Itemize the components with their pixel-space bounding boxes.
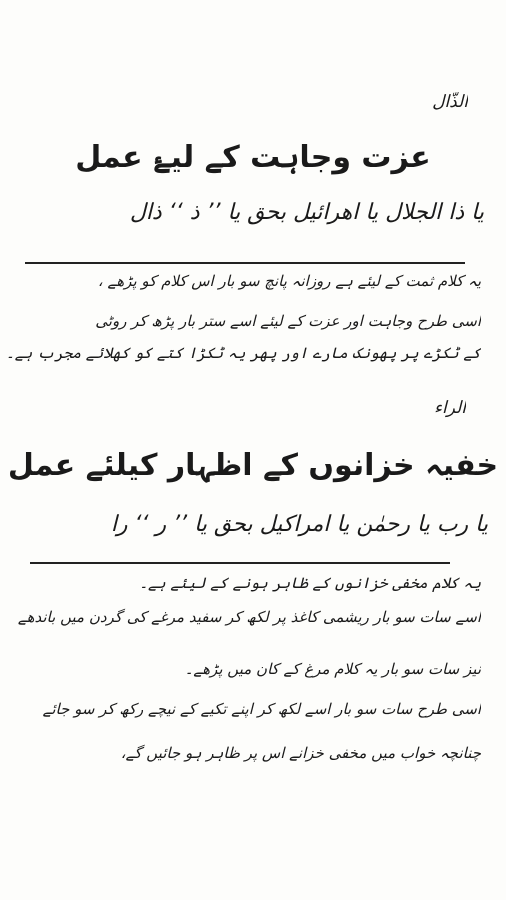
body-line: یہ کلام ثمت کے لیئے ہے روزانہ پانچ سو بار اس کلام کو پڑھے ، (97, 272, 481, 290)
body-line: اسی طرح وجاہت اور عزت کے لیئے اسے ستر بار پڑھ کر روٹی (95, 312, 481, 330)
dua-line: یا رب یا رحمٰن یا امراکیل بحق یا ’’ ر ‘‘ را (110, 512, 488, 537)
body-line: چنانچہ خواب میں مخفی خزانے اس پر ظاہر ہو جائیں گے، (120, 744, 481, 762)
body-line: یہ کلام مخفی خزانوں کے ظاہر ہونے کے لیئے ہے۔ (139, 574, 481, 592)
section-title: عزت وجاہت کے لیۓ عمل (75, 140, 431, 175)
body-line: اسی طرح سات سو بار اسے لکھ کر اپنے تکیے کے نیچے رکھ کر سو جائے (42, 700, 481, 718)
divider-rule (25, 262, 465, 264)
section-heading: الراء (434, 398, 466, 418)
divider-rule (30, 562, 450, 564)
section-title: خفیہ خزانوں کے اظہار کیلئے عمل (7, 448, 499, 483)
dua-line: یا ذا الجلال یا اھرائیل بحق یا ’’ ذ ‘‘ ذال (129, 200, 484, 225)
body-line: نیز سات سو بار یہ کلام مرغ کے کان میں پڑھے۔ (184, 660, 481, 678)
section-heading: الذّال (432, 92, 468, 112)
body-line: اسے سات سو بار ریشمی کاغذ پر لکھ کر سفید مرغے کی گردن میں باندھے (17, 608, 481, 626)
body-line: کے ٹکڑے پر پھونک مارے اور پھر یہ ٹکڑا کتے کو کھلائے مجرب ہے۔ (5, 344, 481, 362)
